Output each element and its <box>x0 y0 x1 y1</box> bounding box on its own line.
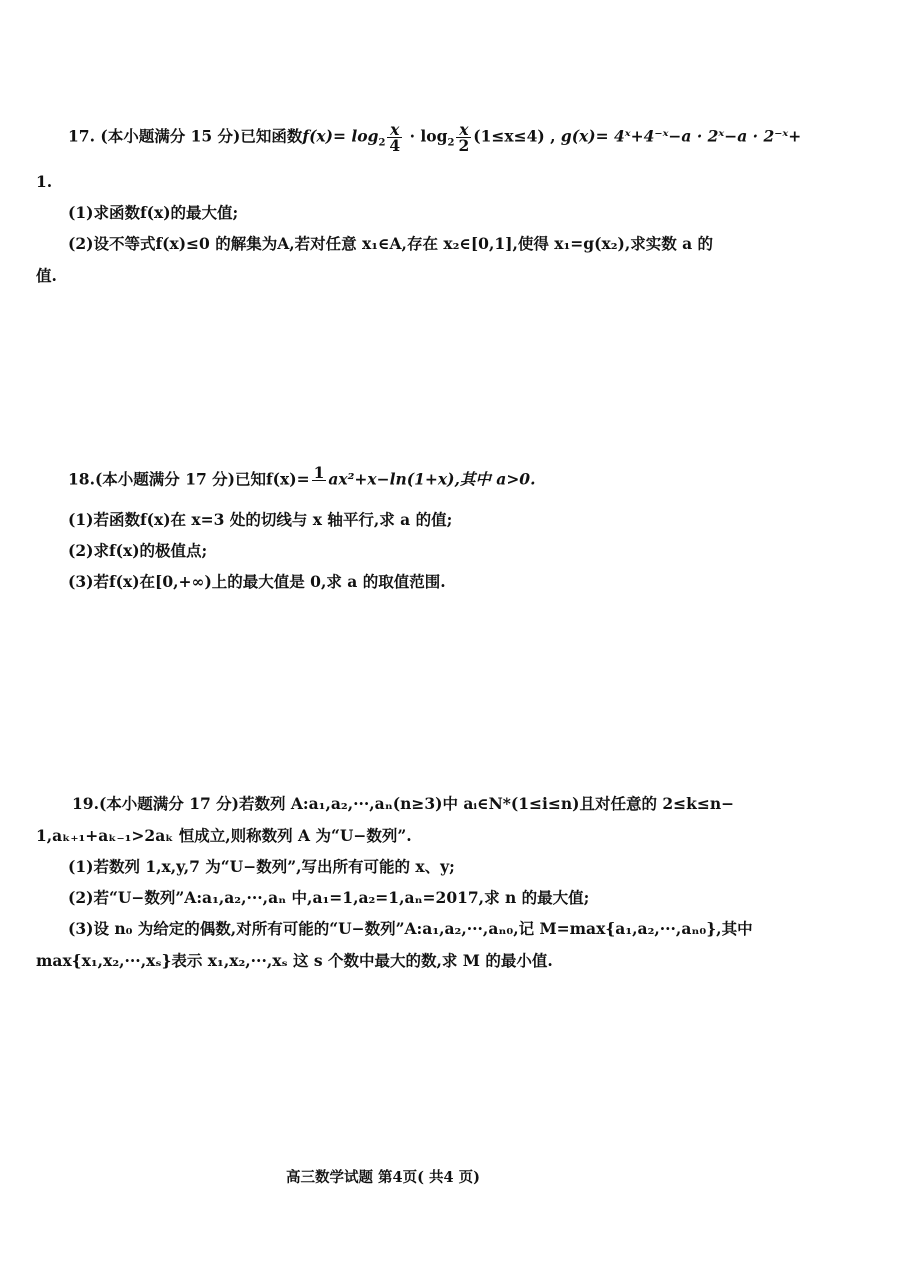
q17-domain: (1≤x≤4) , <box>473 126 556 146</box>
page-footer: 高三数学试题 第4页( 共4 页) <box>286 1169 481 1186</box>
q19-part3-cont: max{x₁,x₂,···,xₛ}表示 x₁,x₂,···,xₛ 这 s 个数中最大的数,求 M 的最小值. <box>36 951 553 970</box>
q19-part2: (2)若“U−数列”A:a₁,a₂,···,aₙ 中,a₁=1,a₂=1,aₙ=2017,求 n 的最大值; <box>68 888 590 907</box>
q18-fraction: 1 <box>313 463 325 482</box>
q19-line2: 1,aₖ₊₁+aₖ₋₁>2aₖ 恒成立,则称数列 A 为“U−数列”. <box>36 826 412 845</box>
q17-part1: (1)求函数f(x)的最大值; <box>68 203 239 222</box>
q18-line1 <box>68 465 536 496</box>
q19-part3: (3)设 n₀ 为给定的偶数,对所有可能的“U−数列”A:a₁,a₂,···,aₙ₀,记 M=max{a₁,a₂,···,aₙ₀},其中 <box>68 919 753 938</box>
q17-fraction-2: $\frac{x}{2}$ <box>458 120 470 155</box>
q17-g-def: g(x)= 4ˣ+4⁻ˣ−a · 2ˣ−a · 2⁻ˣ+ <box>560 126 802 146</box>
q19-line1: 19.(本小题满分 17 分)若数列 A:a₁,a₂,···,aₙ(n≥3)中 aᵢ∈N*(1≤i≤n)且对任意的 2≤k≤n− <box>72 794 735 813</box>
q17-head: 17. (本小题满分 15 分)已知函数 <box>68 126 303 146</box>
q19-part1: (1)若数列 1,x,y,7 为“U−数列”,写出所有可能的 x、y; <box>68 857 455 876</box>
q18-part2: (2)求f(x)的极值点; <box>68 541 208 560</box>
q17-fraction-1: $\frac{x}{4}$ <box>389 120 401 155</box>
q17-dot: · log <box>404 126 448 146</box>
q18-head: 18.(本小题满分 17 分)已知f(x)= <box>68 469 310 489</box>
q17-cont: 1. <box>36 172 53 191</box>
q18-rest: ax²+x−ln(1+x),其中 a>0. <box>328 469 536 489</box>
q18-part1: (1)若函数f(x)在 x=3 处的切线与 x 轴平行,求 a 的值; <box>68 510 453 529</box>
q17-log-base-1: 2 <box>378 137 386 149</box>
q17-line1 <box>68 122 801 154</box>
q17-part2: (2)设不等式f(x)≤0 的解集为A,若对任意 x₁∈A,存在 x₂∈[0,1],使得 x₁=g(x₂),求实数 a 的 <box>68 234 714 253</box>
q17-part2-cont: 值. <box>36 266 57 285</box>
q17-f-def: f(x)= log <box>302 126 379 146</box>
q18-part3: (3)若f(x)在[0,+∞)上的最大值是 0,求 a 的取值范围. <box>68 572 446 591</box>
q17-log-base-2: 2 <box>447 137 455 149</box>
